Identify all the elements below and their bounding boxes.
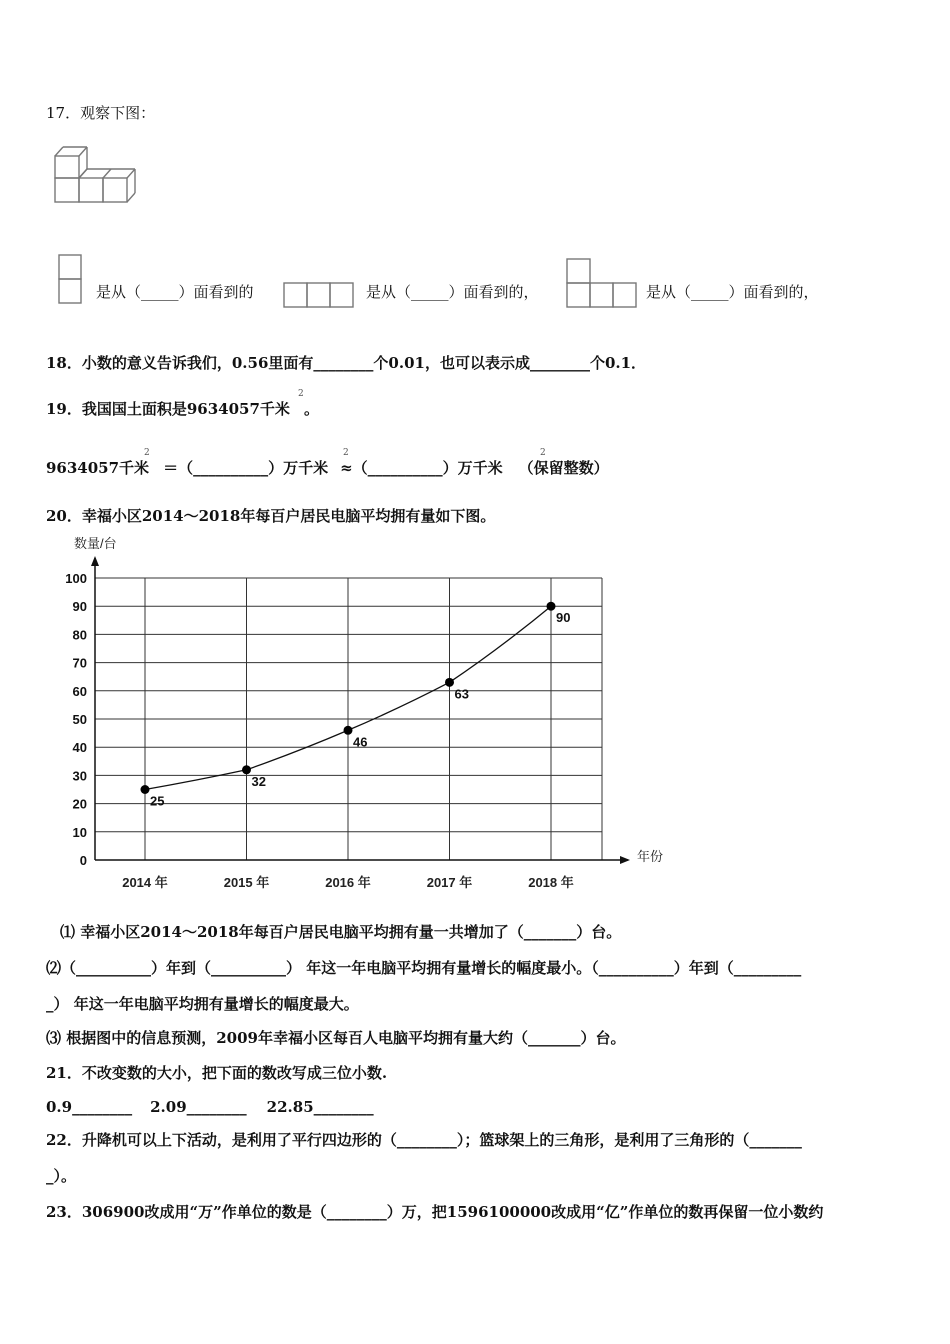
view-3-caption: 是从（_____）面看到的，: [646, 283, 819, 301]
q20-title: 20．幸福小区2014～2018年每百户居民电脑平均拥有量如下图。: [46, 507, 496, 525]
q20-sub3: ⑶ 根据图中的信息预测，2009年幸福小区每百人电脑平均拥有量大约（_______）台。: [46, 1029, 626, 1047]
view-1-figure: [56, 250, 86, 306]
x-tick-labels: [122, 875, 574, 890]
y-tick-label: 100: [65, 571, 87, 586]
q19-sup-3: 2: [343, 448, 349, 458]
data-label: 32: [251, 773, 266, 789]
data-label: 63: [454, 686, 469, 702]
x-tick-label: 2014 年: [122, 875, 168, 890]
y-tick-label: 10: [72, 824, 87, 840]
q19-line1-end: 。: [303, 400, 319, 418]
x-tick-label: 2016 年: [325, 875, 371, 890]
data-label: 90: [556, 610, 571, 626]
data-label: 46: [353, 734, 368, 750]
q19-line2: [46, 458, 609, 478]
cube-stack-figure: [52, 142, 138, 208]
view-1-caption: 是从（_____）面看到的: [96, 283, 254, 301]
x-tick-label: 2015 年: [223, 875, 270, 890]
y-tick-label: 60: [72, 683, 87, 699]
q23-text: 23．306900改成用“万”作单位的数是（________）万，把1596100000改成用“亿”作单位的数再保留一位小数约: [46, 1203, 824, 1221]
y-tick-label: 80: [72, 627, 87, 643]
q19-line2-a: 9634057千米: [46, 459, 150, 477]
q18-text: 18．小数的意义告诉我们，0.56里面有________个0.01，也可以表示成________个0.1．: [46, 354, 647, 372]
q19-line2-c: ≈（__________）万千米: [340, 459, 503, 477]
x-axis-label: 年份: [637, 849, 664, 864]
data-point: [242, 765, 251, 774]
y-tick-label: 70: [72, 655, 87, 671]
data-label: 25: [150, 793, 165, 809]
q21-item-2: 2.09________: [150, 1098, 247, 1116]
q17-title: 17．观察下图：: [46, 104, 156, 122]
y-axis-arrow: [91, 556, 99, 566]
q20-sub1: ⑴ 幸福小区2014～2018年每百户居民电脑平均拥有量一共增加了（_______）台。: [60, 923, 622, 941]
line-chart: [40, 530, 680, 900]
data-point: [344, 726, 353, 735]
data-point: [547, 602, 556, 611]
q21-item-3: 22.85________: [266, 1098, 374, 1116]
q19-sup-1: 2: [298, 389, 304, 399]
q19-line2-d: （保留整数）: [518, 459, 609, 477]
chart-grid: [95, 578, 602, 860]
q22-line1: 22．升降机可以上下活动，是利用了平行四边形的（________）；篮球架上的三角形，是利用了三角形的（_______: [46, 1131, 802, 1149]
q21-title: 21．不改变数的大小，把下面的数改写成三位小数.: [46, 1064, 388, 1082]
q20-sub2-line1: ⑵（__________）年到（__________） 年这一年电脑平均拥有量增长的幅度最小。（__________）年到（_________: [46, 959, 802, 977]
y-tick-label: 30: [72, 768, 87, 784]
data-point: [141, 785, 150, 794]
x-tick-label: 2017 年: [426, 875, 473, 890]
view-3-figure: [564, 256, 640, 310]
q22-line2: _）。: [46, 1167, 77, 1185]
data-labels: [150, 610, 570, 808]
y-tick-label: 50: [72, 712, 87, 727]
x-axis-arrow: [620, 856, 630, 864]
q19-sup-2: 2: [144, 448, 150, 458]
y-tick-label: 40: [72, 740, 87, 756]
q21-item-1: 0.9________: [46, 1098, 133, 1116]
y-tick-label: 0: [79, 853, 87, 868]
y-axis-label: 数量/台: [74, 536, 117, 551]
q21-items: [46, 1097, 374, 1117]
q19-line1-text: 19．我国国土面积是9634057千米: [46, 400, 290, 418]
q20-sub2-line2: _） 年这一年电脑平均拥有量增长的幅度最大。: [46, 995, 359, 1013]
q19-line1: [46, 399, 319, 419]
data-point: [445, 678, 454, 687]
q19-sup-4: 2: [540, 448, 546, 458]
q19-line2-b: ＝（__________）万千米: [163, 459, 329, 477]
x-tick-label: 2018 年: [528, 875, 574, 890]
view-2-figure: [282, 280, 356, 310]
y-tick-labels: [65, 571, 87, 868]
y-tick-label: 90: [72, 599, 87, 615]
view-2-caption: 是从（_____）面看到的，: [366, 283, 539, 301]
y-tick-label: 20: [72, 796, 87, 812]
